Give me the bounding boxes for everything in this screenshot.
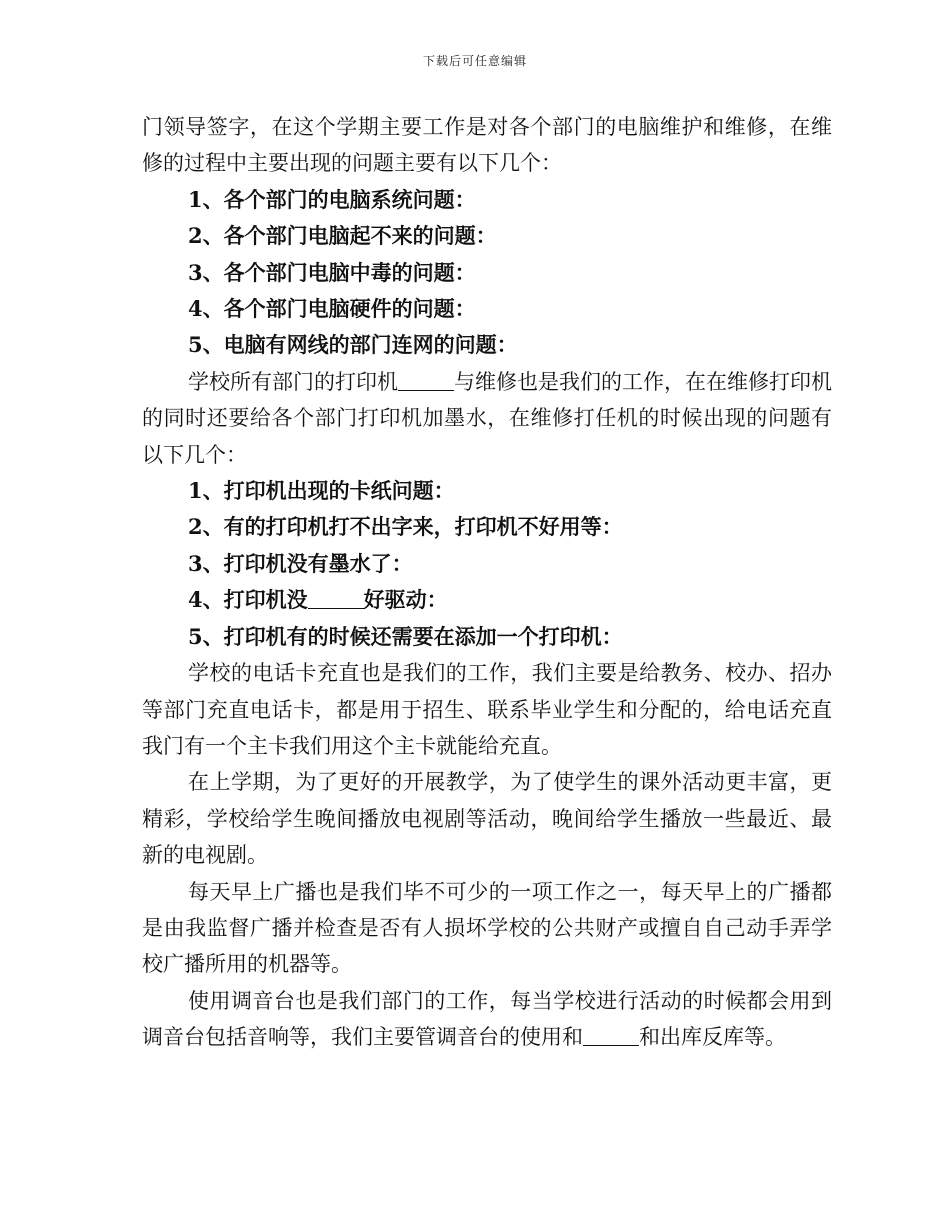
blank-line xyxy=(308,588,364,609)
page-header: 下载后可任意编辑 xyxy=(422,54,527,68)
paragraph: 每天早上广播也是我们毕不可少的一项工作之一，每天早上的广播都是由我监督广播并检查是否有人损坏学校的公共财产或擅自自己动手弄学校广播所用的机器等。 xyxy=(142,879,832,977)
document-body xyxy=(142,109,832,1056)
paragraph-text: 和出库反库等。 xyxy=(639,1025,786,1050)
paragraph xyxy=(142,364,832,473)
paragraph xyxy=(142,983,832,1056)
list-item-text: 好驱动： xyxy=(363,587,448,613)
list-item: 5、电脑有网线的部门连网的问题： xyxy=(188,332,518,358)
list-item: 3、各个部门电脑中毒的问题： xyxy=(188,259,476,285)
list-item: 1、各个部门的电脑系统问题： xyxy=(188,186,476,212)
paragraph-text: 使用调音台也是我们部门的工作，每当学校进行活动的时候都会用到调音台包括音响等，我们主要管调音台的使用和 xyxy=(142,988,832,1050)
list-item-text: 4、打印机没 xyxy=(188,587,308,613)
list-item: 4、各个部门电脑硬件的问题： xyxy=(188,296,476,322)
blank-line xyxy=(583,1025,639,1046)
list-item: 2、各个部门电脑起不来的问题： xyxy=(188,223,497,249)
paragraph: 学校的电话卡充直也是我们的工作，我们主要是给教务、校办、招办等部门充直电话卡，都是用于招生、联系毕业学生和分配的，给电话充直我门有一个主卡我们用这个主卡就能给充直。 xyxy=(142,661,832,758)
list-item xyxy=(142,582,832,618)
paragraph-text: 与维修也是我们的工作，在在维修打印机的同时还要给各个部门打印机加墨水，在维修打任机的时候出现的问题有以下几个： xyxy=(142,369,832,467)
paragraph: 门领导签字，在这个学期主要工作是对各个部门的电脑维护和维修，在维修的过程中主要出现的问题主要有以下几个： xyxy=(142,115,832,176)
paragraph-text: 学校所有部门的打印机 xyxy=(188,369,398,394)
blank-line xyxy=(398,370,454,391)
list-item: 5、打印机有的时候还需要在添加一个打印机： xyxy=(188,623,623,649)
paragraph: 在上学期，为了更好的开展教学，为了使学生的课外活动更丰富，更精彩，学校给学生晚间播放电视剧等活动，晚间给学生播放一些最近、最新的电视剧。 xyxy=(142,770,832,868)
list-item: 2、有的打印机打不出字来，打印机不好用等： xyxy=(188,514,623,540)
list-item: 1、打印机出现的卡纸问题： xyxy=(188,478,455,504)
list-item: 3、打印机没有墨水了： xyxy=(188,550,413,576)
